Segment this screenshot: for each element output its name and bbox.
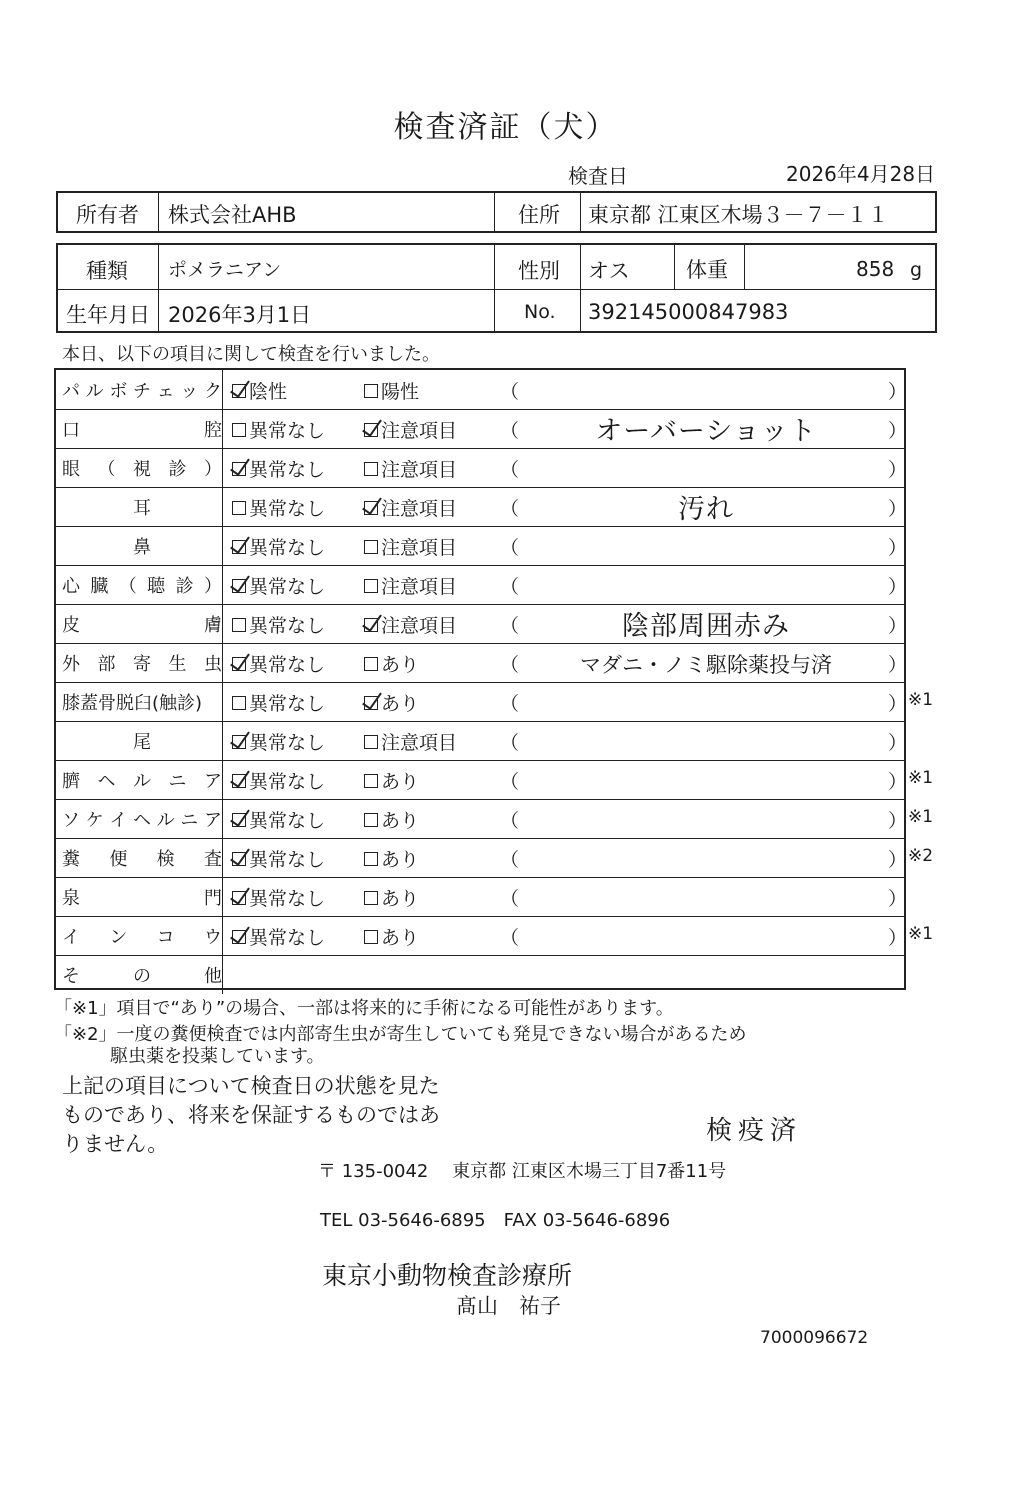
table-row	[56, 838, 908, 878]
checkbox-icon[interactable]	[232, 618, 246, 632]
clinic-name: 東京小動物検査診療所	[322, 1261, 573, 1290]
sex-label: 性別	[518, 259, 560, 283]
paren-open: （	[500, 693, 520, 715]
table-row	[56, 448, 908, 488]
birth-date: 2026年3月1日	[168, 303, 312, 327]
option-label: 異常なし	[249, 498, 326, 520]
paren-open: （	[500, 537, 520, 559]
footnote-mark: ※1	[908, 690, 934, 710]
paren-open: （	[500, 498, 520, 520]
paren-close: ）	[888, 537, 908, 559]
option-attention[interactable]	[364, 806, 419, 833]
table-row	[56, 526, 908, 566]
option-normal[interactable]	[232, 884, 325, 911]
option-label: 注意項目	[381, 420, 458, 442]
checked-box-icon[interactable]	[232, 891, 246, 905]
row-label: 眼 （ 視 診 ）	[62, 459, 222, 480]
paren-close: ）	[888, 576, 908, 598]
checkbox-icon[interactable]	[364, 462, 378, 476]
weight-label: 体重	[686, 258, 728, 282]
checked-box-icon[interactable]	[232, 774, 246, 788]
row-label: 鼻	[133, 537, 151, 558]
weight-unit: g	[910, 259, 923, 281]
option-label: あり	[381, 849, 420, 871]
option-label: あり	[381, 927, 420, 949]
row-label: 泉 門	[62, 888, 222, 909]
footnote-2: 「※2」一度の糞便検査では内部寄生虫が寄生していても発見できない場合があるため	[54, 1024, 747, 1045]
row-note: オーバーショット	[595, 416, 817, 447]
option-attention[interactable]	[364, 377, 419, 404]
checked-box-icon[interactable]	[232, 813, 246, 827]
paren-open: （	[500, 849, 520, 871]
paren-close: ）	[888, 771, 908, 793]
option-normal[interactable]	[232, 728, 325, 755]
row-label: 心 臓 （ 聴 診 ）	[62, 576, 222, 597]
row-label: 臍 ヘ ル ニ ア	[62, 771, 222, 792]
paren-close: ）	[888, 654, 908, 676]
option-normal[interactable]	[232, 494, 325, 521]
checked-box-icon[interactable]	[232, 852, 246, 866]
footnote-mark: ※2	[908, 846, 934, 866]
footnote-2-continued: 駆虫薬を投薬しています。	[110, 1046, 325, 1067]
checked-box-icon[interactable]	[232, 735, 246, 749]
footnote-1: 「※1」項目で“あり”の場合、一部は将来的に手術になる可能性があります。	[54, 998, 674, 1019]
option-attention[interactable]	[364, 572, 457, 599]
option-label: 注意項目	[381, 498, 458, 520]
checkbox-icon[interactable]	[364, 540, 378, 554]
paren-open: （	[500, 576, 520, 598]
paren-open: （	[500, 810, 520, 832]
doctor-name: 髙山 祐子	[456, 1294, 561, 1318]
paren-close: ）	[888, 810, 908, 832]
option-attention[interactable]	[364, 689, 419, 716]
row-label: そ の 他	[62, 966, 222, 987]
table-row	[56, 487, 908, 527]
option-label: あり	[381, 654, 420, 676]
option-label: 異常なし	[249, 420, 326, 442]
option-label: 異常なし	[249, 888, 326, 910]
checked-box-icon[interactable]	[232, 462, 246, 476]
document-title: 検査済証（犬）	[393, 110, 618, 145]
table-row	[56, 916, 908, 956]
option-label: あり	[381, 771, 420, 793]
option-label: 陰性	[249, 381, 288, 403]
row-label: 糞 便 検 査	[62, 849, 222, 870]
option-label: 異常なし	[249, 927, 326, 949]
option-normal[interactable]	[232, 923, 325, 950]
paren-close: ）	[888, 732, 908, 754]
option-label: 陽性	[381, 381, 420, 403]
paren-close: ）	[888, 615, 908, 637]
checkbox-icon[interactable]	[364, 891, 378, 905]
row-label: 皮 膚	[62, 615, 222, 636]
option-normal[interactable]	[232, 650, 325, 677]
checkbox-icon[interactable]	[232, 423, 246, 437]
option-label: 注意項目	[381, 576, 458, 598]
paren-close: ）	[888, 927, 908, 949]
birth-label: 生年月日	[66, 303, 150, 327]
paren-close: ）	[888, 498, 908, 520]
table-row	[56, 682, 908, 722]
checked-box-icon[interactable]	[364, 423, 378, 437]
checked-box-icon[interactable]	[232, 657, 246, 671]
option-attention[interactable]	[364, 455, 457, 482]
table-row	[56, 565, 908, 605]
serial-number: 7000096672	[760, 1328, 869, 1348]
checked-box-icon[interactable]	[232, 579, 246, 593]
option-label: 異常なし	[249, 693, 326, 715]
table-row	[56, 799, 908, 839]
option-label: 注意項目	[381, 732, 458, 754]
owner-label: 所有者	[76, 203, 139, 227]
option-normal[interactable]	[232, 767, 325, 794]
option-label: 異常なし	[249, 576, 326, 598]
option-label: 注意項目	[381, 615, 458, 637]
paren-open: （	[500, 459, 520, 481]
table-row	[56, 721, 908, 761]
option-normal[interactable]	[232, 611, 325, 638]
checked-box-icon[interactable]	[232, 384, 246, 398]
option-label: 異常なし	[249, 732, 326, 754]
option-attention[interactable]	[364, 533, 457, 560]
paren-open: （	[500, 732, 520, 754]
paren-open: （	[500, 771, 520, 793]
row-note: マダニ・ノミ駆除薬投与済	[580, 653, 832, 677]
option-label: 異常なし	[249, 654, 326, 676]
checked-box-icon[interactable]	[364, 696, 378, 710]
owner-name: 株式会社AHB	[168, 203, 297, 227]
checkbox-icon[interactable]	[364, 579, 378, 593]
option-normal[interactable]	[232, 416, 325, 443]
option-label: 注意項目	[381, 459, 458, 481]
checkbox-icon[interactable]	[364, 384, 378, 398]
row-label: パ ル ボ チ ェ ッ ク	[62, 381, 222, 402]
checkbox-icon[interactable]	[364, 657, 378, 671]
option-normal[interactable]	[232, 845, 325, 872]
option-attention[interactable]	[364, 923, 419, 950]
row-note: 汚れ	[678, 494, 734, 525]
owner-address: 東京都 江東区木場３－７－１１	[588, 203, 889, 227]
inspection-date-label: 検査日	[568, 164, 628, 188]
row-label: 尾	[133, 732, 151, 753]
row-label: 外 部 寄 生 虫	[62, 654, 222, 675]
registration-number: 392145000847983	[588, 300, 789, 324]
checkbox-icon[interactable]	[232, 696, 246, 710]
option-label: 異常なし	[249, 615, 326, 637]
intro-text: 本日、以下の項目に関して検査を行いました。	[62, 344, 440, 365]
option-label: あり	[381, 810, 420, 832]
footnote-mark: ※1	[908, 924, 934, 944]
row-label: 膝蓋骨脱臼(触診)	[62, 693, 203, 714]
option-normal[interactable]	[232, 689, 325, 716]
option-attention[interactable]	[364, 728, 457, 755]
clinic-phone: TEL 03-5646-6895 FAX 03-5646-6896	[320, 1210, 671, 1231]
option-normal[interactable]	[232, 377, 287, 404]
disclaimer: 上記の項目について検査日の状態を見たものであり、将来を保証するものではありません。	[62, 1074, 440, 1156]
option-normal[interactable]	[232, 533, 325, 560]
table-row	[56, 604, 908, 644]
option-label: あり	[381, 888, 420, 910]
breed: ポメラニアン	[168, 259, 282, 281]
option-attention[interactable]	[364, 416, 457, 443]
paren-close: ）	[888, 693, 908, 715]
address-label: 住所	[518, 203, 560, 227]
paren-close: ）	[888, 888, 908, 910]
inspection-date: 2026年4月28日	[786, 162, 936, 186]
breed-label: 種類	[86, 259, 128, 283]
checkbox-icon[interactable]	[364, 735, 378, 749]
pet-box	[56, 243, 937, 333]
option-label: 異常なし	[249, 849, 326, 871]
option-attention[interactable]	[364, 611, 457, 638]
option-normal[interactable]	[232, 572, 325, 599]
option-attention[interactable]	[364, 650, 419, 677]
checkbox-icon[interactable]	[364, 774, 378, 788]
clinic-address: 〒 135-0042 東京都 江東区木場三丁目7番11号	[318, 1161, 727, 1182]
option-normal[interactable]	[232, 455, 325, 482]
table-row	[56, 877, 908, 917]
option-label: 注意項目	[381, 537, 458, 559]
checked-box-icon[interactable]	[364, 501, 378, 515]
paren-close: ）	[888, 381, 908, 403]
checked-box-icon[interactable]	[232, 930, 246, 944]
paren-close: ）	[888, 849, 908, 871]
table-row	[56, 370, 908, 410]
paren-open: （	[500, 381, 520, 403]
sex: オス	[588, 259, 630, 283]
table-row	[56, 409, 908, 449]
number-label: No.	[524, 301, 556, 323]
quarantine-stamp: 検疫済	[706, 1116, 803, 1146]
paren-open: （	[500, 888, 520, 910]
footnote-mark: ※1	[908, 768, 934, 788]
option-label: 異常なし	[249, 459, 326, 481]
option-label: あり	[381, 693, 420, 715]
paren-open: （	[500, 927, 520, 949]
option-label: 異常なし	[249, 810, 326, 832]
weight: 858	[856, 257, 895, 281]
inspection-table	[54, 368, 906, 990]
row-label: イ ン コ ウ	[62, 927, 222, 948]
checkbox-icon[interactable]	[364, 930, 378, 944]
paren-close: ）	[888, 459, 908, 481]
option-attention[interactable]	[364, 494, 457, 521]
option-label: 異常なし	[249, 771, 326, 793]
checkbox-icon[interactable]	[364, 852, 378, 866]
paren-close: ）	[888, 420, 908, 442]
option-label: 異常なし	[249, 537, 326, 559]
table-row	[56, 643, 908, 683]
checkbox-icon[interactable]	[364, 813, 378, 827]
checked-box-icon[interactable]	[364, 618, 378, 632]
paren-open: （	[500, 615, 520, 637]
footnote-mark: ※1	[908, 807, 934, 827]
option-attention[interactable]	[364, 767, 419, 794]
row-label: 口 腔	[62, 420, 222, 441]
checkbox-icon[interactable]	[232, 501, 246, 515]
owner-box	[56, 191, 937, 233]
table-row-other	[56, 955, 904, 994]
option-attention[interactable]	[364, 845, 419, 872]
option-normal[interactable]	[232, 806, 325, 833]
option-attention[interactable]	[364, 884, 419, 911]
row-note: 陰部周囲赤み	[622, 611, 790, 642]
paren-open: （	[500, 654, 520, 676]
checked-box-icon[interactable]	[232, 540, 246, 554]
row-label: ソ ケ イ ヘ ル ニ ア	[62, 810, 222, 831]
paren-open: （	[500, 420, 520, 442]
table-row	[56, 760, 908, 800]
row-label: 耳	[133, 498, 151, 519]
